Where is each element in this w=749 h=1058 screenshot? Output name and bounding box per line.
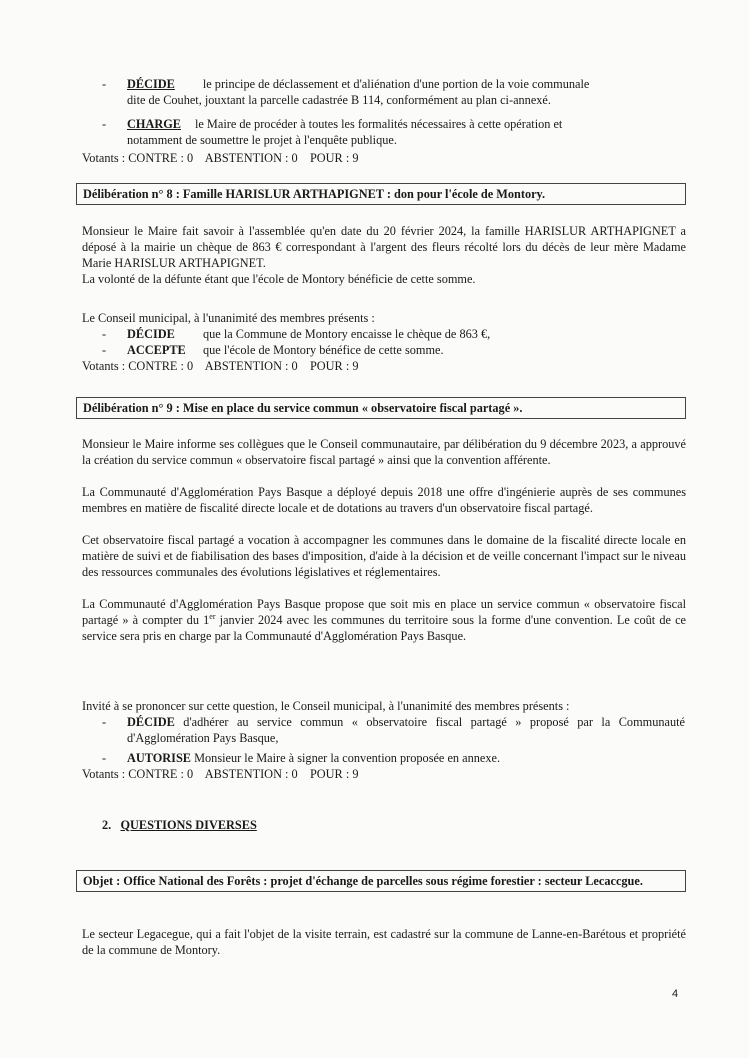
autorise-keyword: AUTORISE: [127, 751, 192, 765]
decide-keyword: DÉCIDE: [127, 327, 175, 341]
delib9-paragraph-4-end: janvier 2024 avec les communes du territoire sous la forme d'une convention. Le coût de ce service sera pris en charge par la Communauté d'Agglomération Pays Basque.: [82, 613, 686, 643]
delib9-paragraph-2: La Communauté d'Agglomération Pays Basque a déployé depuis 2018 une offre d'ingénierie auprès de ses communes membres en matière de fiscalité directe locale et de dotations au travers d'un observatoire fiscal partagé.: [82, 485, 686, 515]
decide-text: que la Commune de Montory encaisse le chèque de 863 €,: [203, 327, 491, 341]
delib9-paragraph-4-start: La Communauté d'Agglomération Pays Basque propose que soit mis en place un service commun « observatoire fiscal partagé » à compter du 1: [82, 597, 686, 627]
delib8-decide-item: [127, 326, 685, 342]
deliberation-8-title: Délibération n° 8 : Famille HARISLUR ARTHAPIGNET : don pour l'école de Montory.: [76, 183, 686, 205]
decide-keyword: DÉCIDE: [127, 77, 175, 91]
section-number: 2.: [102, 818, 112, 832]
delib8-accepte-item: [127, 342, 685, 358]
decide-keyword: DÉCIDE: [127, 715, 175, 729]
objet-title: Objet : Office National des Forêts : projet d'échange de parcelles sous régime forestier : secteur Lecaccgue.: [76, 870, 686, 892]
votes-line: Votants : CONTRE : 0 ABSTENTION : 0 POUR : 9: [82, 359, 359, 373]
delib8-paragraph-1: Monsieur le Maire fait savoir à l'assemblée qu'en date du 20 février 2024, la famille HARISLUR ARTHAPIGNET a déposé à la mairie un chèque de 863 € correspondant à l'argent des fleurs récolté lors du décès de leur mère Madame Marie HARISLUR ARTHAPIGNET.: [82, 224, 686, 270]
autorise-text: Monsieur le Maire à signer la convention proposée en annexe.: [191, 751, 501, 765]
section-title: QUESTIONS DIVERSES: [120, 818, 257, 832]
delib8-intro: Le Conseil municipal, à l'unanimité des membres présents :: [82, 311, 375, 325]
bullet-dash: -: [102, 751, 107, 765]
delib9-paragraph-3: Cet observatoire fiscal partagé a vocation à accompagner les communes dans le domaine de la fiscalité directe locale en matière de suivi et de fiabilisation des bases d'imposition, d'aide à la décision et de veille concernant l'impact sur le niveau des ressources communales des évolutions législatives et réglementaires.: [82, 533, 686, 579]
deliberation-9-title: Délibération n° 9 : Mise en place du service commun « observatoire fiscal partagé ».: [76, 397, 686, 419]
delib9-paragraph-4: [82, 596, 686, 644]
bullet-dash: -: [102, 327, 107, 341]
bullet-dash: -: [102, 77, 107, 91]
bullet-dash: -: [102, 117, 107, 131]
objet-paragraph-1: Le secteur Legacegue, qui a fait l'objet de la visite terrain, est cadastré sur la commune de Lanne-en-Barétous et propriété de la commune de Montory.: [82, 927, 686, 957]
accepte-text: que l'école de Montory bénéfice de cette somme.: [203, 343, 444, 357]
charge-text-line1: le Maire de procéder à toutes les formalités nécessaires à cette opération et: [194, 117, 563, 131]
superscript: er: [209, 611, 216, 621]
charge-keyword: CHARGE: [127, 117, 181, 131]
bullet-dash: -: [102, 343, 107, 357]
decide-text-line1: le principe de déclassement et d'aliénation d'une portion de la voie communale: [202, 77, 590, 91]
decide-text: d'adhérer au service commun « observatoire fiscal partagé » proposé par la Communauté d'Agglomération Pays Basque,: [127, 715, 685, 745]
decide-couhet-item: [127, 76, 685, 108]
delib9-autorise-item: [127, 750, 685, 766]
delib9-paragraph-1: Monsieur le Maire informe ses collègues que le Conseil communautaire, par délibération du 9 décembre 2023, a approuvé la création du service commun « observatoire fiscal partagé » ainsi que la convention afférente.: [82, 437, 686, 467]
bullet-dash: -: [102, 715, 107, 729]
section-heading: [102, 818, 257, 833]
charge-text-line2: notamment de soumettre le projet à l'enquête publique.: [127, 133, 397, 147]
votes-line: Votants : CONTRE : 0 ABSTENTION : 0 POUR : 9: [82, 151, 359, 165]
charge-item: [127, 116, 685, 148]
accepte-keyword: ACCEPTE: [127, 343, 186, 357]
delib8-paragraph-2: La volonté de la défunte étant que l'école de Montory bénéficie de cette somme.: [82, 272, 476, 286]
delib9-intro: Invité à se prononcer sur cette question, le Conseil municipal, à l'unanimité des membres présents :: [82, 699, 570, 713]
page-number: 4: [672, 988, 679, 1000]
decide-text-line2: dite de Couhet, jouxtant la parcelle cadastrée B 114, conformément au plan ci-annexé.: [127, 93, 551, 107]
votes-line: Votants : CONTRE : 0 ABSTENTION : 0 POUR : 9: [82, 767, 359, 781]
delib9-decide-item: [127, 714, 685, 746]
